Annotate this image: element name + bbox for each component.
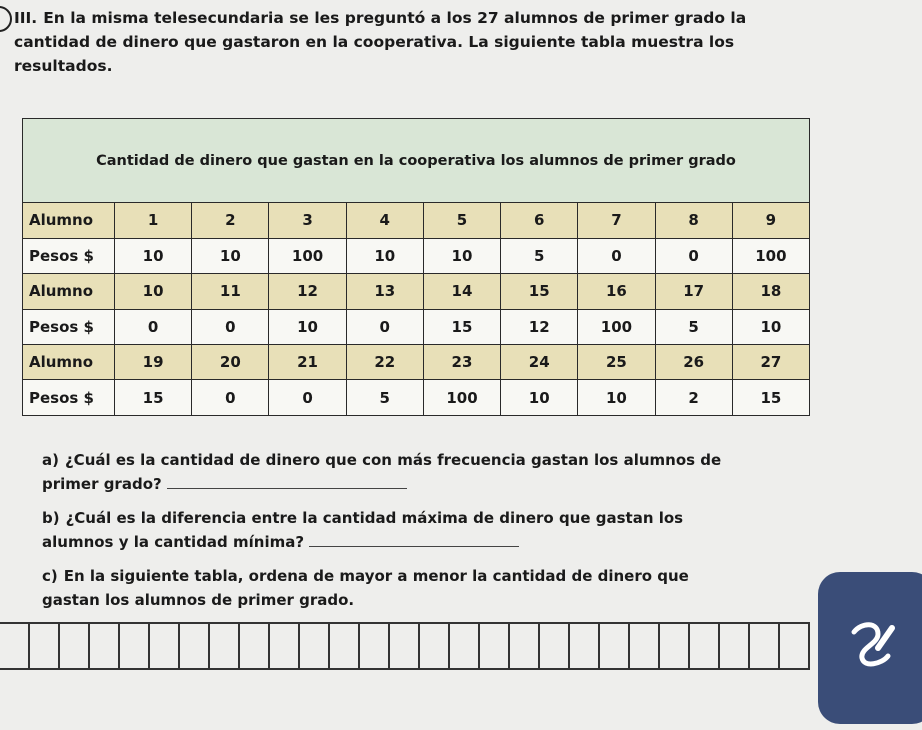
alumno-cell: 26 — [655, 344, 732, 379]
pesos-cell: 10 — [269, 309, 346, 344]
pesos-cell: 10 — [578, 380, 655, 416]
ordering-cell[interactable] — [630, 624, 660, 668]
pesos-cell: 15 — [423, 309, 500, 344]
pesos-cell: 10 — [192, 238, 269, 273]
pesos-cell: 0 — [346, 309, 423, 344]
pesos-cell: 10 — [501, 380, 578, 416]
alumno-cell: 3 — [269, 203, 346, 238]
alumno-cell: 22 — [346, 344, 423, 379]
ordering-cell[interactable] — [150, 624, 180, 668]
ordering-cell[interactable] — [0, 624, 30, 668]
ordering-cell[interactable] — [540, 624, 570, 668]
ordering-cell[interactable] — [30, 624, 60, 668]
pesos-cell: 100 — [732, 238, 809, 273]
pesos-cell: 0 — [655, 238, 732, 273]
alumno-cell: 13 — [346, 274, 423, 309]
pesos-cell: 15 — [115, 380, 192, 416]
ordering-cell[interactable] — [240, 624, 270, 668]
ordering-cell[interactable] — [570, 624, 600, 668]
ordering-cell[interactable] — [210, 624, 240, 668]
table-row-alumno — [23, 203, 810, 238]
ordering-cell[interactable] — [270, 624, 300, 668]
pesos-cell: 10 — [115, 238, 192, 273]
ordering-cell[interactable] — [750, 624, 780, 668]
table-row-alumno — [23, 344, 810, 379]
ordering-cell[interactable] — [780, 624, 810, 668]
alumno-row-label: Alumno — [23, 274, 115, 309]
alumno-cell: 21 — [269, 344, 346, 379]
circle-arc-icon — [0, 6, 12, 32]
ordering-cell[interactable] — [660, 624, 690, 668]
alumno-row-label: Alumno — [23, 344, 115, 379]
alumno-row-label: Alumno — [23, 203, 115, 238]
pen-fab-button[interactable] — [818, 572, 922, 724]
pesos-cell: 0 — [192, 309, 269, 344]
table-row-pesos — [23, 309, 810, 344]
alumno-cell: 17 — [655, 274, 732, 309]
answer-a-line[interactable] — [167, 472, 407, 489]
alumno-cell: 18 — [732, 274, 809, 309]
alumno-cell: 16 — [578, 274, 655, 309]
problem-text: En la misma telesecundaria se les preguntó a los 27 alumnos de primer grado la cantidad de dinero que gastaron en la cooperativa. La siguiente tabla muestra los resultados. — [14, 9, 747, 75]
ordering-cell[interactable] — [180, 624, 210, 668]
alumno-cell: 12 — [269, 274, 346, 309]
pesos-cell: 12 — [501, 309, 578, 344]
answer-b-line[interactable] — [309, 530, 519, 547]
pesos-cell: 15 — [732, 380, 809, 416]
question-c — [42, 564, 742, 612]
alumno-cell: 9 — [732, 203, 809, 238]
pesos-row-label: Pesos $ — [23, 238, 115, 273]
alumno-cell: 6 — [501, 203, 578, 238]
pesos-cell: 0 — [269, 380, 346, 416]
question-b-text: ¿Cuál es la diferencia entre la cantidad máxima de dinero que gastan los alumnos y la cantidad mínima? — [42, 509, 684, 551]
ordering-cell[interactable] — [510, 624, 540, 668]
ordering-cell[interactable] — [690, 624, 720, 668]
alumno-cell: 15 — [501, 274, 578, 309]
question-a-letter: a) — [42, 451, 59, 469]
question-c-text: En la siguiente tabla, ordena de mayor a menor la cantidad de dinero que gastan los alumnos de primer grado. — [42, 567, 689, 609]
alumno-cell: 10 — [115, 274, 192, 309]
alumno-cell: 2 — [192, 203, 269, 238]
pesos-cell: 10 — [423, 238, 500, 273]
ordering-cell[interactable] — [300, 624, 330, 668]
alumno-cell: 11 — [192, 274, 269, 309]
ordering-table — [0, 622, 810, 670]
ordering-cell[interactable] — [600, 624, 630, 668]
ordering-cell[interactable] — [480, 624, 510, 668]
alumno-cell: 5 — [423, 203, 500, 238]
ordering-cell[interactable] — [60, 624, 90, 668]
table-row-pesos — [23, 238, 810, 273]
alumno-cell: 27 — [732, 344, 809, 379]
pen-icon — [848, 618, 898, 678]
alumno-cell: 23 — [423, 344, 500, 379]
pesos-cell: 0 — [192, 380, 269, 416]
alumno-cell: 4 — [346, 203, 423, 238]
pesos-cell: 10 — [346, 238, 423, 273]
question-b — [42, 506, 742, 554]
alumno-cell: 8 — [655, 203, 732, 238]
pesos-cell: 100 — [423, 380, 500, 416]
ordering-cell[interactable] — [420, 624, 450, 668]
table-row-alumno — [23, 274, 810, 309]
problem-number: III. — [14, 9, 38, 27]
ordering-cell[interactable] — [390, 624, 420, 668]
pesos-cell: 0 — [115, 309, 192, 344]
pesos-row-label: Pesos $ — [23, 309, 115, 344]
pesos-cell: 5 — [346, 380, 423, 416]
question-b-letter: b) — [42, 509, 60, 527]
ordering-cell[interactable] — [120, 624, 150, 668]
spending-table — [22, 118, 810, 416]
alumno-cell: 1 — [115, 203, 192, 238]
ordering-cell[interactable] — [450, 624, 480, 668]
alumno-cell: 7 — [578, 203, 655, 238]
pesos-cell: 2 — [655, 380, 732, 416]
question-a-text: ¿Cuál es la cantidad de dinero que con más frecuencia gastan los alumnos de primer grado? — [42, 451, 722, 493]
pesos-cell: 5 — [501, 238, 578, 273]
pesos-cell: 100 — [269, 238, 346, 273]
pesos-cell: 0 — [578, 238, 655, 273]
question-a — [42, 448, 742, 496]
alumno-cell: 20 — [192, 344, 269, 379]
alumno-cell: 25 — [578, 344, 655, 379]
question-c-letter: c) — [42, 567, 58, 585]
problem-statement — [14, 6, 774, 78]
pesos-cell: 100 — [578, 309, 655, 344]
ordering-cell[interactable] — [90, 624, 120, 668]
table-row-pesos — [23, 380, 810, 416]
pesos-cell: 5 — [655, 309, 732, 344]
ordering-cell[interactable] — [720, 624, 750, 668]
alumno-cell: 14 — [423, 274, 500, 309]
table-title: Cantidad de dinero que gastan en la cooperativa los alumnos de primer grado — [23, 119, 810, 203]
pesos-cell: 10 — [732, 309, 809, 344]
ordering-cell[interactable] — [330, 624, 360, 668]
pesos-row-label: Pesos $ — [23, 380, 115, 416]
alumno-cell: 24 — [501, 344, 578, 379]
ordering-cell[interactable] — [360, 624, 390, 668]
alumno-cell: 19 — [115, 344, 192, 379]
